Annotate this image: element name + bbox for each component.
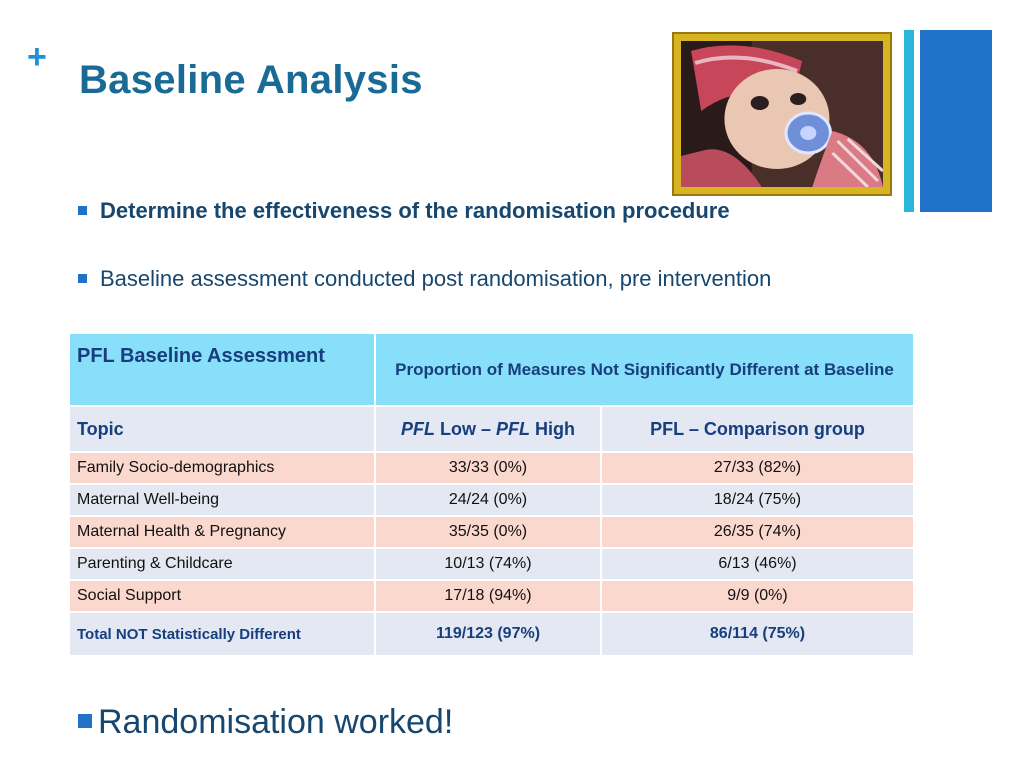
row-topic: Family Socio-demographics [69,452,375,484]
table-row [69,516,914,548]
framed-baby-photo [674,34,890,194]
slide-title: Baseline Analysis [79,58,423,102]
square-bullet-icon [78,206,87,215]
bullet-text: Baseline assessment conducted post randomisation, pre intervention [100,266,772,291]
row-comparison: 9/9 (0%) [601,580,914,612]
row-comparison: 27/33 (82%) [601,452,914,484]
table-row [69,484,914,516]
bullet-conclusion [78,703,453,742]
bullet-assessment [78,266,771,292]
header-pfl-baseline: PFL Baseline Assessment [69,333,375,406]
row-low-high: 17/18 (94%) [375,580,601,612]
total-low-high: 119/123 (97%) [375,612,601,656]
row-topic: Maternal Well-being [69,484,375,516]
row-low-high: 10/13 (74%) [375,548,601,580]
row-low-high: 33/33 (0%) [375,452,601,484]
decorative-bar-thick [920,30,992,212]
baseline-table [68,332,915,657]
row-low-high: 35/35 (0%) [375,516,601,548]
row-low-high: 24/24 (0%) [375,484,601,516]
square-bullet-icon [78,274,87,283]
row-topic: Maternal Health & Pregnancy [69,516,375,548]
row-comparison: 6/13 (46%) [601,548,914,580]
header-comparison: PFL – Comparison group [601,406,914,452]
total-label: Total NOT Statistically Different [69,612,375,656]
total-row [69,612,914,656]
table-row [69,452,914,484]
bullet-text: Determine the effectiveness of the randomisation procedure [100,198,730,223]
square-bullet-icon [78,714,92,728]
header-topic: Topic [69,406,375,452]
table-row [69,548,914,580]
table-header-row [69,333,914,406]
column-header-row [69,406,914,452]
row-topic: Parenting & Childcare [69,548,375,580]
total-comparison: 86/114 (75%) [601,612,914,656]
row-comparison: 18/24 (75%) [601,484,914,516]
plus-icon: + [27,38,47,76]
table-row [69,580,914,612]
decorative-bar-thin [904,30,914,212]
row-comparison: 26/35 (74%) [601,516,914,548]
header-low-high: PFL Low – PFL High [375,406,601,452]
bullet-objective [78,198,730,224]
bullet-text: Randomisation worked! [98,703,454,741]
row-topic: Social Support [69,580,375,612]
header-proportion: Proportion of Measures Not Significantly Different at Baseline [375,333,914,406]
